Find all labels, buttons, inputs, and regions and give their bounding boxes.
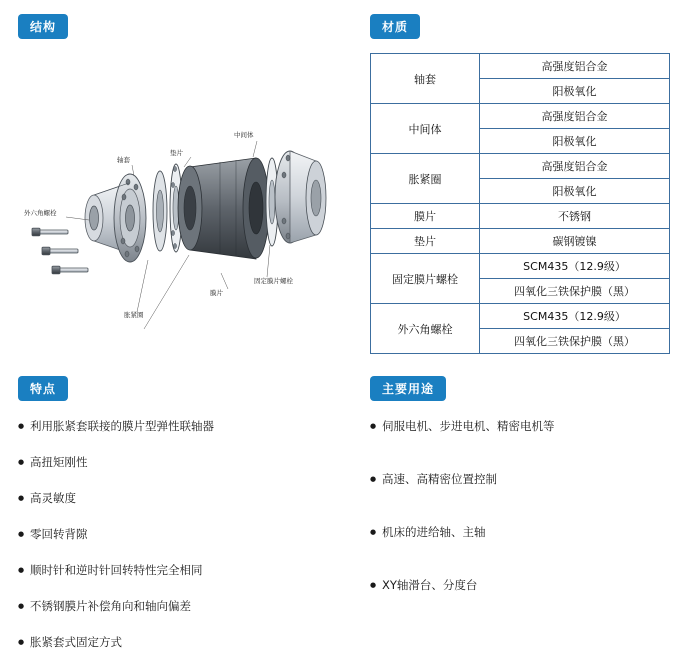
material-part-label: 中间体	[371, 104, 480, 154]
label-diaphragm: 膜片	[210, 289, 223, 297]
list-item: ● 胀紧套式固定方式	[18, 635, 348, 650]
features-badge: 特点	[18, 376, 68, 401]
list-item: ● 高扭矩刚性	[18, 455, 348, 470]
material-value: 阳极氧化	[480, 79, 670, 104]
material-section	[370, 14, 670, 354]
list-item: ● 不锈钢膜片补偿角向和轴向偏差	[18, 599, 348, 614]
material-part-label: 外六角螺栓	[371, 304, 480, 354]
list-item: ● 伺服电机、步进电机、精密电机等	[370, 419, 670, 434]
table-row	[371, 154, 670, 179]
material-value: 不锈钢	[480, 204, 670, 229]
material-value: 阳极氧化	[480, 179, 670, 204]
material-value: SCM435（12.9级）	[480, 304, 670, 329]
list-item: ● 机床的进给轴、主轴	[370, 525, 670, 540]
structure-badge: 结构	[18, 14, 68, 39]
label-shim: 垫片	[170, 149, 183, 157]
material-part-label: 胀紧圈	[371, 154, 480, 204]
label-center-body: 中间体	[234, 131, 254, 139]
material-value: 阳极氧化	[480, 129, 670, 154]
material-badge: 材质	[370, 14, 420, 39]
material-table	[370, 53, 670, 354]
list-item: ● 顺时针和逆时针回转特性完全相同	[18, 563, 348, 578]
material-value: 四氧化三铁保护膜（黑）	[480, 279, 670, 304]
list-item: ● XY轴滑台、分度台	[370, 578, 670, 593]
material-value: 碳钢镀镍	[480, 229, 670, 254]
label-hex-bolt: 外六角螺栓	[24, 209, 57, 217]
uses-list	[370, 419, 670, 593]
label-diaphragm-bolt: 固定膜片螺栓	[254, 277, 293, 285]
material-part-label: 垫片	[371, 229, 480, 254]
table-row	[371, 104, 670, 129]
table-row	[371, 204, 670, 229]
material-value: 高强度铝合金	[480, 104, 670, 129]
features-section	[18, 376, 348, 671]
material-value: 高强度铝合金	[480, 54, 670, 79]
uses-section	[370, 376, 670, 631]
table-row	[371, 254, 670, 279]
coupling-diagram-svg	[18, 45, 358, 319]
material-part-label: 膜片	[371, 204, 480, 229]
material-value: 高强度铝合金	[480, 154, 670, 179]
table-row	[371, 229, 670, 254]
list-item: ● 利用胀紧套联接的膜片型弹性联轴器	[18, 419, 348, 434]
material-part-label: 固定膜片螺栓	[371, 254, 480, 304]
label-sleeve: 轴套	[117, 156, 130, 164]
list-item: ● 高灵敏度	[18, 491, 348, 506]
coupling-drawing	[18, 45, 358, 319]
list-item: ● 高速、高精密位置控制	[370, 472, 670, 487]
table-row	[371, 54, 670, 79]
uses-badge: 主要用途	[370, 376, 446, 401]
table-row	[371, 304, 670, 329]
structure-section	[18, 14, 358, 319]
list-item: ● 零回转背隙	[18, 527, 348, 542]
material-part-label: 轴套	[371, 54, 480, 104]
material-value: SCM435（12.9级）	[480, 254, 670, 279]
features-list	[18, 419, 348, 650]
label-expansion-ring: 胀紧圈	[124, 311, 144, 319]
material-value: 四氧化三铁保护膜（黑）	[480, 329, 670, 354]
